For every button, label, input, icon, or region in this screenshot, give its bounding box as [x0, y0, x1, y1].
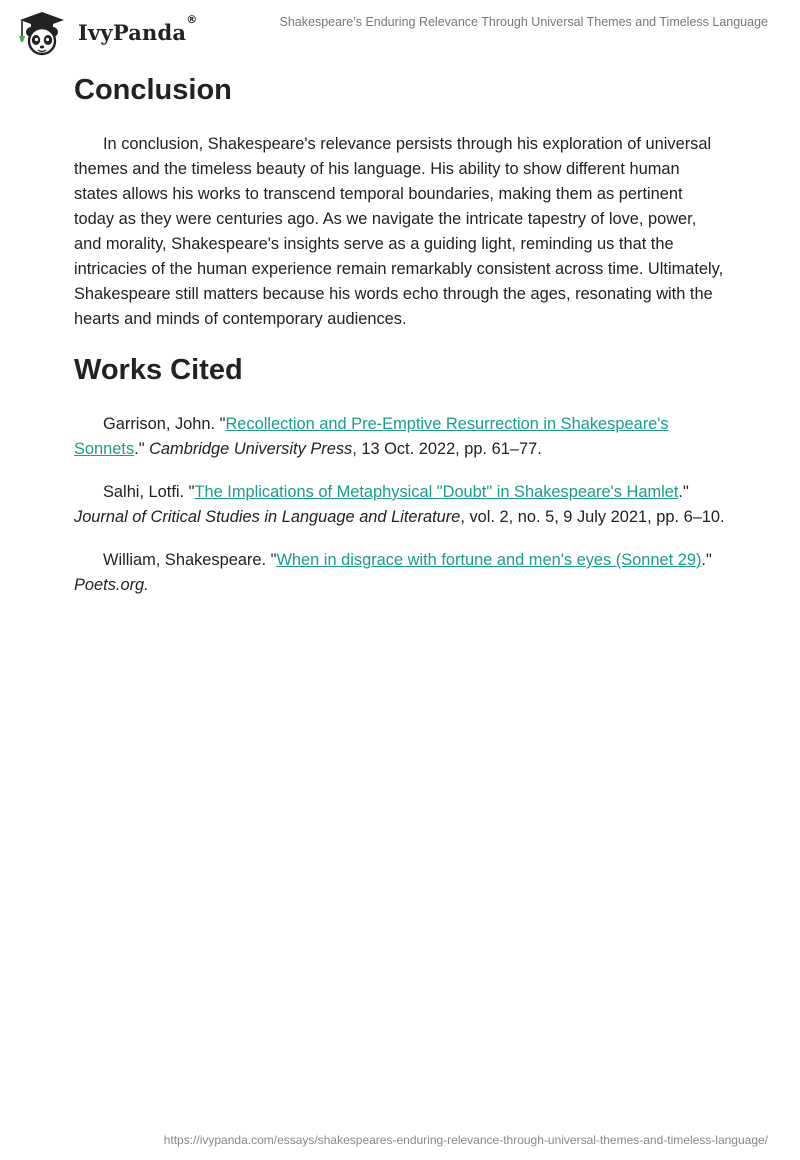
citation-author: Salhi, Lotfi. " [103, 483, 195, 501]
conclusion-heading: Conclusion [74, 74, 232, 106]
citation-source: Poets.org. [74, 576, 149, 594]
works-cited-section [74, 352, 726, 598]
ivypanda-logo[interactable] [14, 10, 198, 56]
citation-details: , vol. 2, no. 5, 9 July 2021, pp. 6–10. [460, 508, 725, 526]
conclusion-section [74, 72, 726, 332]
citation-link[interactable]: Recollection and Pre-Emptive Resurrection in Shakespeare's Sonnets [74, 415, 669, 458]
footer-url: https://ivypanda.com/essays/shakespeares-enduring-relevance-through-universal-themes-and-timeless-language/ [163, 1133, 768, 1147]
citation-entry [74, 480, 726, 530]
citation-list [74, 412, 726, 598]
citation-punct: ." [701, 551, 712, 569]
document-title: Shakespeare’s Enduring Relevance Through Universal Themes and Timeless Language [279, 15, 768, 29]
citation-punct: ." [134, 440, 150, 458]
citation-author: William, Shakespeare. " [103, 551, 277, 569]
brand-name: IvyPanda® [78, 13, 198, 45]
works-cited-heading: Works Cited [74, 354, 243, 386]
document-body [74, 72, 726, 598]
citation-punct: ." [678, 483, 689, 501]
citation-author: Garrison, John. " [103, 415, 226, 433]
citation-source: Cambridge University Press [149, 440, 353, 458]
citation-link[interactable]: The Implications of Metaphysical "Doubt" in Shakespeare's Hamlet [194, 483, 679, 501]
citation-entry [74, 548, 726, 598]
panda-graduate-icon [14, 10, 70, 56]
conclusion-paragraph: In conclusion, Shakespeare's relevance persists through his exploration of universal themes and the timeless beauty of his language. His ability to show different human states allows his works to transcend temporal boundaries, making them as pertinent today as they were centuries ago. As we navigate the intricate tapestry of love, power, and morality, Shakespeare's insights serve as a guiding light, reminding us that the intricacies of the human experience remain remarkably consistent across time. Ultimately, Shakespeare still matters because his words echo through the ages, resonating with the hearts and minds of contemporary audiences. [74, 135, 724, 328]
citation-entry [74, 412, 726, 462]
citation-source: Journal of Critical Studies in Language and Literature [74, 508, 461, 526]
citation-link[interactable]: When in disgrace with fortune and men's eyes (Sonnet 29) [276, 551, 702, 569]
citation-details: , 13 Oct. 2022, pp. 61–77. [352, 440, 542, 458]
